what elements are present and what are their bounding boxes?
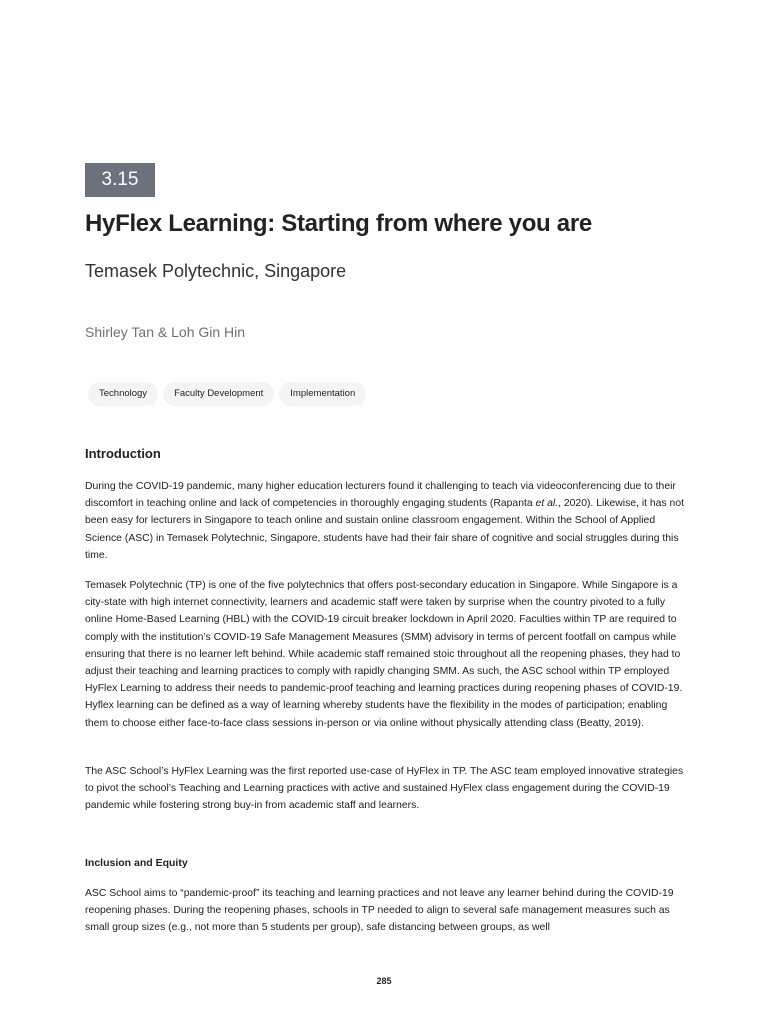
tag-list xyxy=(88,382,366,406)
authors: Shirley Tan & Loh Gin Hin xyxy=(85,324,246,340)
tag-faculty-development[interactable]: Faculty Development xyxy=(163,382,274,406)
paragraph-text: During the COVID-19 pandemic, many higher education lecturers found it challenging to teach via videoconferencing due to their discomfort in teaching online and lack of competencies in thoroughly engaging students (Rapanta xyxy=(85,481,676,510)
page-title: HyFlex Learning: Starting from where you are xyxy=(85,210,592,237)
page-subtitle: Temasek Polytechnic, Singapore xyxy=(85,261,347,281)
tag-technology[interactable]: Technology xyxy=(88,382,158,406)
citation-italic: et al. xyxy=(535,498,559,510)
introduction-paragraph-2: Temasek Polytechnic (TP) is one of the five polytechnics that offers post-secondary education in Singapore. While Singapore is a city-state with high internet connectivity, learners and academic staff were taken by surprise when the country pivoted to a fully online Home-Based Learning (HBL) with the COVID-19 circuit breaker lockdown in April 2020. Faculties within TP are required to comply with the institution’s COVID-19 Safe Management Measures (SMM) advisory in terms of percent footfall on campus while ensuring that there is no learner left behind. While academic staff remained stoic throughout all the reopening phases, they had to adjust their teaching and learning practices to comply with rapidly changing SMM. As such, the ASC school within TP employed HyFlex Learning to address their needs to pandemic-proof teaching and learning practices during reopening phases of COVID-19. Hyflex learning can be defined as a way of learning whereby students have the flexibility in the modes of participation; enabling them to choose either face-to-face class sessions in-person or via online without physically attending class (Beatty, 2019). xyxy=(85,580,683,729)
introduction-heading: Introduction xyxy=(85,446,161,461)
inclusion-paragraph-1: ASC School aims to “pandemic-proof” its teaching and learning practices and not leave any learner behind during the COVID-19 reopening phases. During the reopening phases, schools in TP needed to align to several safe management measures such as small group sizes (e.g., not more than 5 students per group), safe distancing between groups, as well xyxy=(85,888,674,934)
paragraph-text: , 2020). Likewise, it has not been easy for lecturers in Singapore to teach online and sustain online classroom engagement. Within the School of Applied Science (ASC) in Temasek Polytechnic, Singapore, students have had their fair share of cognitive and social struggles during this time. xyxy=(85,498,684,561)
inclusion-equity-heading: Inclusion and Equity xyxy=(85,857,188,869)
page-number: 285 xyxy=(376,976,392,986)
introduction-paragraph-3: The ASC School’s HyFlex Learning was the first reported use-case of HyFlex in TP. The ASC team employed innovative strategies to pivot the school’s Teaching and Learning practices with active and sustained HyFlex class engagement during the COVID-19 pandemic while fostering strong buy-in from academic staff and learners. xyxy=(85,766,684,812)
tag-implementation[interactable]: Implementation xyxy=(279,382,366,406)
introduction-paragraph-1 xyxy=(85,478,685,564)
section-number-badge: 3.15 xyxy=(85,163,155,197)
